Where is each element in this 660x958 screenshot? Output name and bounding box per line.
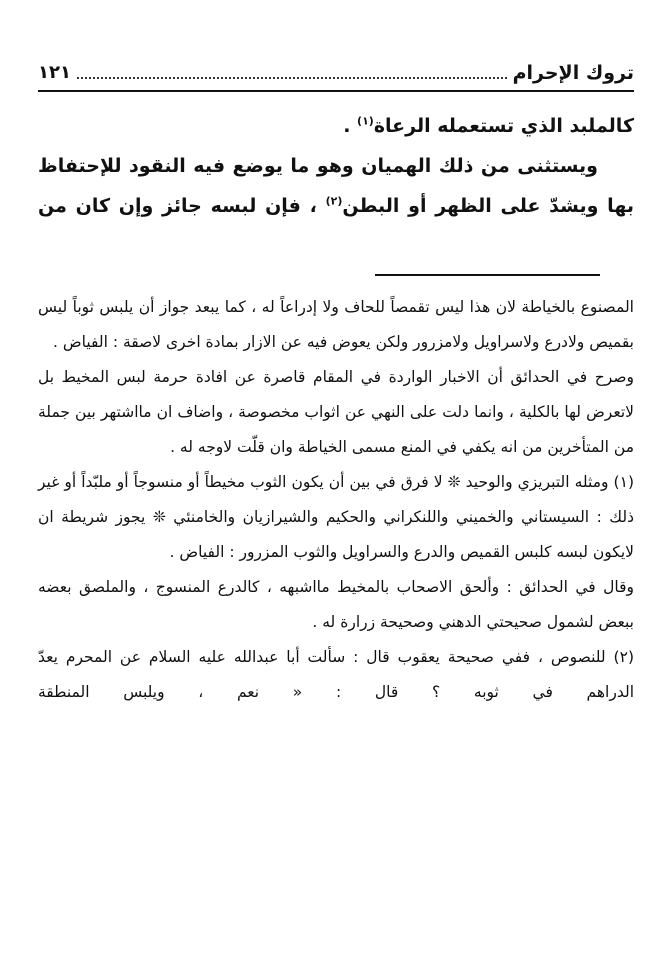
footnote-ref-1[interactable]: (١) [357,114,374,128]
footnote-ref-2[interactable]: (٢) [325,194,343,208]
footnote-2 [38,640,634,710]
footnote-paragraph [38,360,634,465]
footnote-text: وصرح في الحدائق أن الاخبار الواردة في المقام قاصرة عن افادة حرمة لبس المخيط بل لاتعرض لها بالكلية ، وانما دلت على النهي عن اثواب مخصوصة ، واضاف ان مااشتهر بين جملة من المتأخرين من انه يكفي في [38,368,634,456]
main-text-span: ويستثنى من ذلك الهميان وهو ما يوضع فيه النقود للإحتفاظ بها ويشدّ على الظهر أو البطن [38,155,634,217]
main-text [38,106,634,226]
main-paragraph-2 [38,146,634,226]
dot-leader [77,77,507,79]
main-text-span: . [343,115,358,137]
footnotes [38,290,634,710]
footnote-text: والدرع والسراويل والثوب المزرور : الفياض . [169,543,456,561]
footnote-text: وقال في الحدائق : وألحق الاصحاب بالمخيط مااشبهه ، كالدرع المنسوج ، والملصق بعضه ببعض لشمول صحيحتي الدهني وصحيحة زرارة [38,578,634,631]
footnote-text: المنع مسمى الخياطة وان قلّت لاوجه له . [170,438,432,456]
footnote-number-1: (١) [613,473,634,491]
running-header [38,60,634,86]
footnote-text: المصنوع بالخياطة لان هذا ليس تقمصاً للحاف ولا إدراعاً له ، كما يبعد جواز أن يلبس ثوباً ليس بقميص ولادرع ولاسراويل ولامزرور ولكن يعوض فيه [38,298,634,351]
footnote-continuation [38,290,634,360]
main-paragraph-1 [38,106,634,146]
footnote-number-2: (٢) [613,648,634,666]
footnote-separator [375,274,600,276]
footnote-text: للنصوص ، ففي صحيحة يعقوب قال : سألت أبا عبدالله عليه السلام عن المحرم يعدّ الدراهم في ثوبه ؟ قال : « نعم ، ويلبس المنطقة [38,648,634,701]
footnote-text: له . [312,613,336,631]
main-text-span: كالملبد الذي تستعمله الرعاة [373,115,634,137]
header-rule [38,90,634,92]
footnote-1 [38,465,634,570]
footnote-paragraph [38,570,634,640]
footnote-text: عن الازار بمادة اخرى لاصقة : الفياض . [53,333,302,351]
main-text-span: ، فإن لبسه جائز وإن كان من [38,195,326,217]
chapter-title: تروك الإحرام [512,62,634,84]
page-number: ١٢١ [38,62,71,83]
footnote-text: ومثله التبريزي والوحيد ❊ لا فرق في بين أن يكون الثوب مخيطاً أو منسوجاً أو ملبّداً أو غير ذلك : السيستاني والخميني واللنكراني والحكيم والشيرازيان والخامنئي ❊ يجوز شريطة ان لايكون لبسه كلبس القميص [38,473,634,561]
